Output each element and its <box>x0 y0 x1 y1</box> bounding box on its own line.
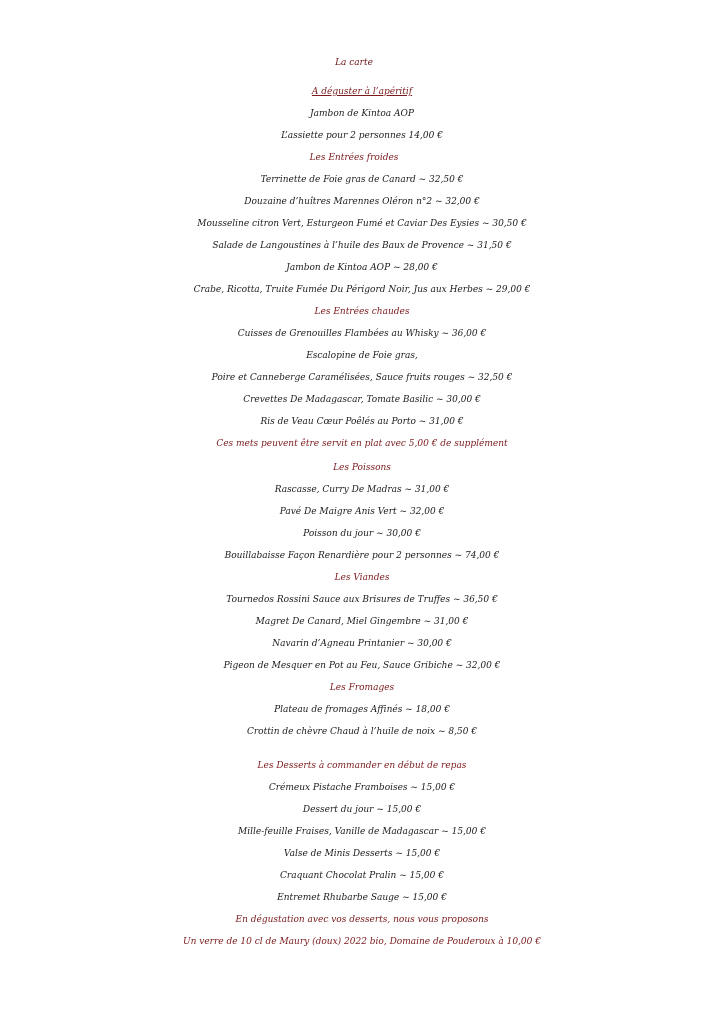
poissons-heading: Les Poissons <box>333 463 391 473</box>
menu-item: Poisson du jour ~ 30,00 € <box>303 529 421 539</box>
wine-offer-note: Un verre de 10 cl de Maury (doux) 2022 bio, Domaine de Pouderoux à 10,00 € <box>183 937 541 947</box>
aperitif-heading: A déguster à l’apéritif <box>311 87 413 97</box>
menu-item: Salade de Langoustines à l’huile des Baux de Provence ~ 31,50 € <box>212 241 512 251</box>
menu-item: Jambon de Kintoa AOP ~ 28,00 € <box>286 263 438 273</box>
menu-item: Jambon de Kintoa AOP <box>310 109 414 119</box>
desserts-heading: Les Desserts à commander en début de repas <box>257 761 467 771</box>
viandes-heading: Les Viandes <box>334 573 390 583</box>
menu-item: Tournedos Rossini Sauce aux Brisures de Truffes ~ 36,50 € <box>226 595 498 605</box>
menu-item: Crabe, Ricotta, Truite Fumée Du Périgord Noir, Jus aux Herbes ~ 29,00 € <box>193 285 531 295</box>
menu-item: Valse de Minis Desserts ~ 15,00 € <box>283 849 441 859</box>
supplement-note: Ces mets peuvent être servit en plat avec 5,00 € de supplément <box>216 439 508 449</box>
menu-item: Mille-feuille Fraises, Vanille de Madagascar ~ 15,00 € <box>238 827 486 837</box>
menu-item: Dessert du jour ~ 15,00 € <box>302 805 422 815</box>
menu-item: Bouillabaisse Façon Renardière pour 2 personnes ~ 74,00 € <box>224 551 500 561</box>
entrees-chaudes-heading: Les Entrées chaudes <box>314 307 410 317</box>
menu-item: Douzaine d’huîtres Marennes Oléron n°2 ~ 32,00 € <box>244 197 480 207</box>
page-title: La carte <box>335 58 373 68</box>
menu-item: Navarin d’Agneau Printanier ~ 30,00 € <box>272 639 452 649</box>
menu-item: Pavé De Maigre Anis Vert ~ 32,00 € <box>279 507 445 517</box>
menu-item: Entremet Rhubarbe Sauge ~ 15,00 € <box>277 893 447 903</box>
menu-item: Cuisses de Grenouilles Flambées au Whisky ~ 36,00 € <box>237 329 487 339</box>
menu-item: Poire et Canneberge Caramélisées, Sauce fruits rouges ~ 32,50 € <box>211 373 513 383</box>
menu-item: Crottin de chèvre Chaud à l’huile de noix ~ 8,50 € <box>246 727 478 737</box>
fromages-heading: Les Fromages <box>329 683 395 693</box>
menu-item: Pigeon de Mesquer en Pot au Feu, Sauce Gribiche ~ 32,00 € <box>223 661 501 671</box>
menu-item: Escalopine de Foie gras, <box>306 351 418 361</box>
menu-item: L’assiette pour 2 personnes 14,00 € <box>281 131 443 141</box>
entrees-froides-heading: Les Entrées froides <box>309 153 399 163</box>
menu-item: Craquant Chocolat Pralin ~ 15,00 € <box>280 871 444 881</box>
menu-item: Crémeux Pistache Framboises ~ 15,00 € <box>268 783 456 793</box>
menu-item: Terrinette de Foie gras de Canard ~ 32,50 € <box>260 175 464 185</box>
menu-item: Ris de Veau Cœur Poêlés au Porto ~ 31,00 € <box>260 417 464 427</box>
menu-item: Rascasse, Curry De Madras ~ 31,00 € <box>274 485 450 495</box>
menu-item: Crevettes De Madagascar, Tomate Basilic ~ 30,00 € <box>243 395 481 405</box>
menu-item: Mousseline citron Vert, Esturgeon Fumé et Caviar Des Eysies ~ 30,50 € <box>197 219 527 229</box>
wine-pairing-note: En dégustation avec vos desserts, nous vous proposons <box>235 915 489 925</box>
menu-item: Plateau de fromages Affinés ~ 18,00 € <box>274 705 450 715</box>
menu-item: Magret De Canard, Miel Gingembre ~ 31,00 € <box>255 617 469 627</box>
